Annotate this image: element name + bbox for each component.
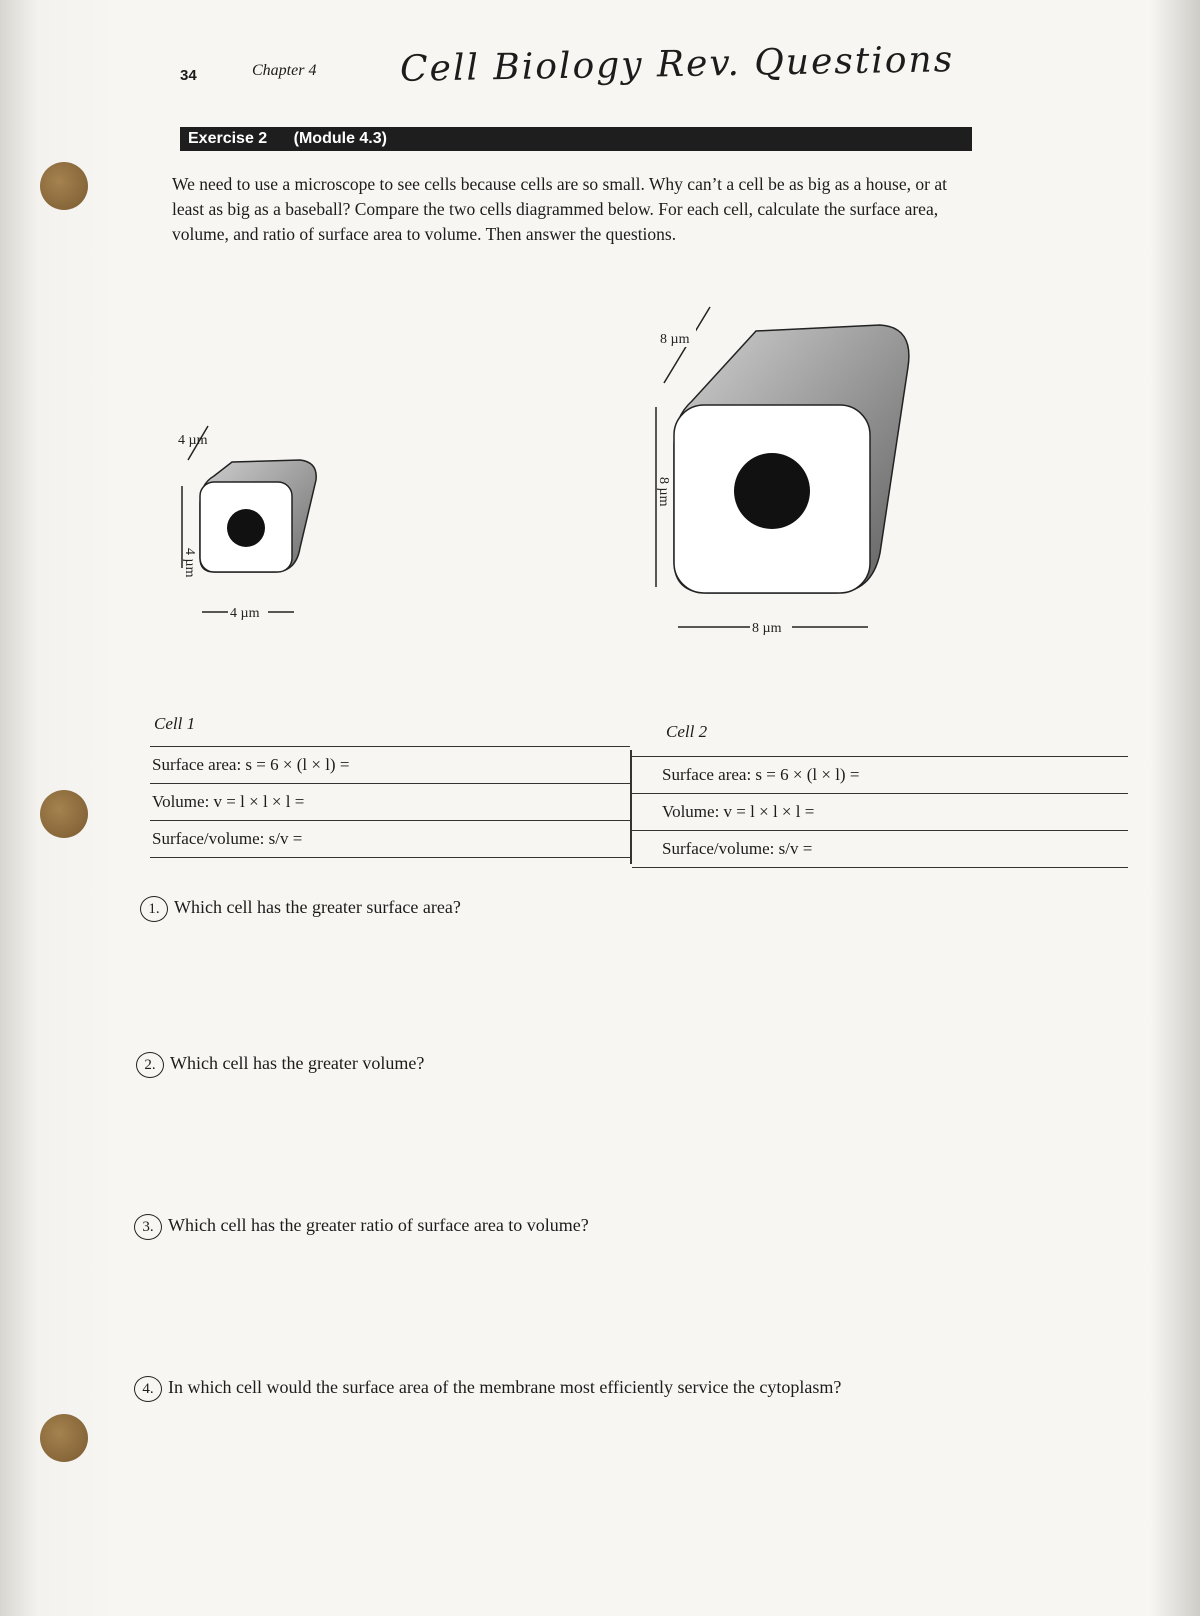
- table-row: [150, 747, 630, 784]
- cell2-calc-table: [632, 756, 1128, 868]
- cell1-height-label: 4 µm: [182, 548, 197, 578]
- exercise-header-bar: [180, 127, 972, 151]
- cell1-surface-area: Surface area: s = 6 × (l × l) =: [150, 747, 630, 784]
- binder-hole: [40, 162, 88, 210]
- question-number: 2.: [136, 1052, 164, 1078]
- table-row: [150, 821, 630, 858]
- question-text: Which cell has the greater volume?: [170, 1053, 425, 1073]
- cell1-volume: Volume: v = l × l × l =: [150, 784, 630, 821]
- question-number: 1.: [140, 896, 168, 922]
- question-3: [134, 1214, 589, 1240]
- cell2-table-title: Cell 2: [666, 722, 708, 741]
- handwritten-title: Cell Biology Rev. Questions: [399, 39, 955, 90]
- question-text: Which cell has the greater surface area?: [174, 897, 461, 917]
- exercise-label: Exercise 2: [188, 130, 268, 147]
- question-1: [140, 896, 461, 922]
- cell2-width-label: 8 µm: [752, 621, 782, 636]
- cell2-nucleus: [734, 453, 810, 529]
- cell1-diagram: [170, 420, 340, 630]
- page-number: 34: [180, 67, 197, 84]
- cell2-diagram: [656, 305, 950, 640]
- question-4: [134, 1376, 841, 1402]
- table-row: [150, 784, 630, 821]
- chapter-label: Chapter 4: [252, 62, 317, 79]
- question-text: Which cell has the greater ratio of surface area to volume?: [168, 1215, 589, 1235]
- cell2-surface-volume: Surface/volume: s/v =: [632, 831, 1128, 868]
- question-number: 4.: [134, 1376, 162, 1402]
- question-number: 3.: [134, 1214, 162, 1240]
- cell2-surface-area: Surface area: s = 6 × (l × l) =: [632, 757, 1128, 794]
- cell1-table-title: Cell 1: [154, 714, 196, 733]
- cell1-nucleus: [227, 509, 265, 547]
- table-row: [632, 831, 1128, 868]
- module-label: (Module 4.3): [293, 130, 387, 147]
- binder-hole: [40, 790, 88, 838]
- question-2: [136, 1052, 424, 1078]
- cell1-calc-table: [150, 746, 630, 858]
- cell2-volume: Volume: v = l × l × l =: [632, 794, 1128, 831]
- binder-hole: [40, 1414, 88, 1462]
- question-text: In which cell would the surface area of the membrane most efficiently service the cytoplasm?: [168, 1377, 842, 1397]
- cell2-depth-label: 8 µm: [660, 332, 690, 347]
- table-row: [632, 794, 1128, 831]
- table-row: [632, 757, 1128, 794]
- cell2-height-label: 8 µm: [656, 477, 671, 507]
- intro-paragraph: We need to use a microscope to see cells because cells are so small. Why can’t a cell be as big as a house, or at least as big as a baseball? Compare the two cells diagrammed below. For each cell, calculate the surface area, volume, and ratio of surface area to volume. Then answer the questions.: [172, 174, 947, 244]
- cell1-surface-volume: Surface/volume: s/v =: [150, 821, 630, 858]
- cell1-depth-label: 4 µm: [178, 433, 208, 448]
- cell1-width-label: 4 µm: [230, 606, 260, 621]
